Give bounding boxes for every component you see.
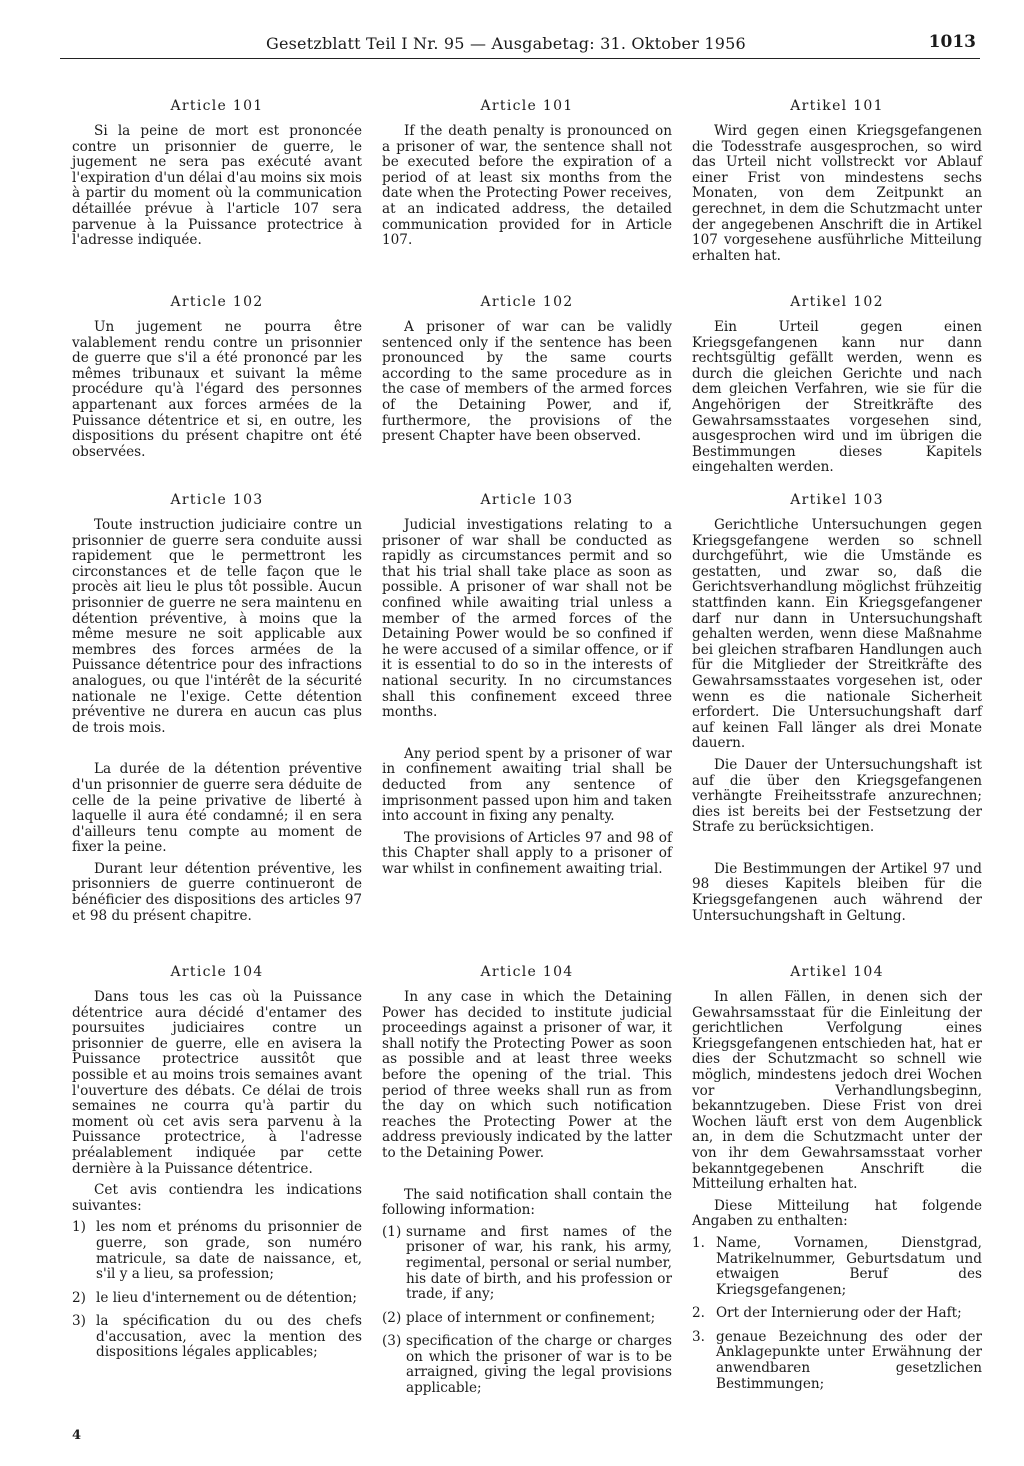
article-heading: Article 101 [170, 98, 264, 114]
article-heading: Article 102 [170, 294, 264, 310]
article-paragraph: Dans tous les cas où la Puissance détentrice aura décidé d'entamer des poursuites judiciaires contre un prisonnier de guerre, elle en avisera la Puissance protectrice aussitôt que possible et au moins trois semaines avant l'ouverture des débats. Ce délai de trois semaines ne courra qu'à partir du moment où cet avis sera parvenu à la Puissance protectrice, à l'adresse préalablement indiquée par cette dernière à la Puissance détentrice. [72, 989, 362, 1177]
article-paragraph: In any case in which the Detaining Power has decided to institute judicial proceedings against a prisoner of war, it shall notify the Protecting Power as soon as possible and at least three weeks before the opening of the trial. This period of three weeks shall run as from the day on which such notification reaches the Protecting Power at the address previously indicated by the latter to the Detaining Power. [382, 989, 672, 1161]
article-paragraph: Any period spent by a prisoner of war in confinement awaiting trial shall be deducted from any sentence of imprisonment passed upon him and taken into account in fixing any penalty. [382, 745, 672, 825]
article-paragraph: Die Bestimmungen der Artikel 97 und 98 dieses Kapitels bleiben für die Kriegsgefangenen auch während der Untersuchungshaft in Geltung. [692, 860, 982, 924]
article-paragraph: La durée de la détention préventive d'un prisonnier de guerre sera déduite de celle de la peine privative de liberté à laquelle il aura été condamné; il en sera d'ailleurs tenu compte au moment de fixer la peine. [72, 761, 362, 856]
article-paragraph: Ein Urteil gegen einen Kriegsgefangenen kann nur dann rechtsgültig gefällt werden, wenn es durch die gleichen Gerichte und nach dem gleichen Verfahren, wie sie für die Angehörigen der Streitkräfte des Gewahrsamsstaates vorgesehen sind, ausgesprochen wird und im übrigen die Bestimmungen dieses Kapitels eingehalten werden. [692, 319, 982, 476]
article-paragraph: The provisions of Articles 97 and 98 of this Chapter shall apply to a prisoner of war whilst in confinement awaiting trial. [382, 829, 672, 877]
article-101-french [72, 98, 362, 255]
article-heading: Artikel 104 [790, 964, 884, 980]
article-103-french [72, 492, 362, 930]
article-104-french [72, 964, 362, 1369]
footer-signature-mark: 4 [72, 1428, 82, 1443]
article-paragraph: Un jugement ne pourra être valablement rendu contre un prisonnier de guerre que s'il a été prononcé par les mêmes tribunaux et suivant la même procédure qu'à l'égard des personnes appartenant aux forces armées de la Puissance détentrice et si, en outre, les dispositions du présent chapitre ont été observées. [72, 319, 362, 460]
article-paragraph: Toute instruction judiciaire contre un prisonnier de guerre sera conduite aussi rapidement que le permettront les circonstances et de telle façon que le procès ait lieu le plus tôt possible. Aucun prisonnier de guerre ne sera maintenu en détention préventive, à moins que la même mesure ne soit applicable aux membres des forces armées de la Puissance détentrice pour des infractions analogues, ou que l'intérêt de la sécurité nationale ne l'exige. Cette détention préventive ne durera en aucun cas plus de trois mois. [72, 517, 362, 736]
article-heading: Artikel 103 [790, 492, 884, 508]
article-heading: Article 103 [480, 492, 574, 508]
article-paragraph: The said notification shall contain the following information: [382, 1186, 672, 1219]
article-paragraph: Si la peine de mort est prononcée contre un prisonnier de guerre, le jugement ne sera pas exécuté avant l'expiration d'un délai d'au moins six mois à partir du moment où la communication détaillée prévue à l'article 107 sera parvenue à la Puissance protectrice à l'adresse indiquée. [72, 123, 362, 249]
article-paragraph: If the death penalty is pronounced on a prisoner of war, the sentence shall not be executed before the expiration of a period of at least six months from the date when the Protecting Power receives, at an indicated address, the detailed communication provided for in Article 107. [382, 123, 672, 249]
article-heading: Article 104 [480, 964, 574, 980]
list-item: (1) surname and first names of the prisoner of war, his rank, his army, regimental, personal or serial number, his date of birth, and his profession or trade, if any; [382, 1223, 672, 1303]
article-102-french [72, 294, 362, 466]
list-item: (3) specification of the charge or charges on which the prisoner of war is to be arraigned, giving the legal provisions applicable; [382, 1333, 672, 1397]
page-header [60, 30, 980, 59]
list-item: 3. genaue Bezeichnung des oder der Anklagepunkte unter Erwähnung der anwendbaren gesetzlichen Bestimmungen; [692, 1328, 982, 1392]
article-paragraph: Judicial investigations relating to a prisoner of war shall be conducted as rapidly as circumstances permit and so that his trial shall take place as soon as possible. A prisoner of war shall not be confined while awaiting trial unless a member of the armed forces of the Detaining Power would be so confined if he were accused of a similar offence, or if it is essential to do so in the interests of national security. In no circumstances shall this confinement exceed three months. [382, 517, 672, 721]
article-paragraph: In allen Fällen, in denen sich der Gewahrsamsstaat für die Einleitung der gerichtlichen Verfolgung eines Kriegsgefangenen entschieden hat, hat er dies der Schutzmacht so schnell wie möglich, mindestens jedoch drei Wochen vor Verhandlungsbeginn, bekanntzugeben. Diese Frist von drei Wochen läuft erst von dem Augenblick an, in dem die Schutzmacht unter der von ihr dem Gewahrsamsstaat vorher bekanntgegebenen Anschrift die Mitteilung erhalten hat. [692, 989, 982, 1193]
article-102-english [382, 294, 672, 451]
article-104-german [692, 964, 982, 1400]
list-item: 1) les nom et prénoms du prisonnier de guerre, son grade, son numéro matricule, sa date de naissance, et, s'il y a lieu, sa profession; [72, 1219, 362, 1283]
article-paragraph: Die Dauer der Untersuchungshaft ist auf die über den Kriegsgefangenen verhängte Freiheitsstrafe anzurechnen; dies ist bereits bei der Festsetzung der Strafe zu berücksichtigen. [692, 756, 982, 836]
article-heading: Artikel 101 [790, 98, 884, 114]
article-paragraph: Durant leur détention préventive, les prisonniers de guerre continueront de bénéficier des dispositions des articles 97 et 98 du présent chapitre. [72, 860, 362, 924]
page-number: 1013 [928, 32, 976, 52]
article-paragraph: Cet avis contiendra les indications suivantes: [72, 1182, 362, 1214]
article-104-english [382, 964, 672, 1405]
list-item: 1. Name, Vornamen, Dienstgrad, Matrikelnummer, Geburtsdatum und etwaigen Beruf des Kriegsgefangenen; [692, 1234, 982, 1298]
article-heading: Artikel 102 [790, 294, 884, 310]
article-paragraph: Wird gegen einen Kriegsgefangenen die Todesstrafe ausgesprochen, so wird das Urteil nicht vollstreckt vor Ablauf einer Frist von mindestens sechs Monaten, von dem Zeitpunkt an gerechnet, in dem die Schutzmacht unter der angegebenen Anschrift die in Artikel 107 vorgesehene ausführliche Mitteilung erhalten hat. [692, 123, 982, 264]
article-heading: Article 104 [170, 964, 264, 980]
article-101-german [692, 98, 982, 270]
article-heading: Article 102 [480, 294, 574, 310]
article-heading: Article 101 [480, 98, 574, 114]
article-paragraph: Gerichtliche Untersuchungen gegen Kriegsgefangene werden so schnell durchgeführt, wie die Umstände es gestatten, und zwar so, daß die Gerichtsverhandlung möglichst frühzeitig stattfinden kann. Ein Kriegsgefangener darf nur dann in Untersuchungshaft gehalten werden, wenn diese Maßnahme bei gleichen strafbaren Handlungen auch für die Mitglieder der Streitkräfte des Gewahrsamsstaates vorgesehen ist, oder wenn es die nationale Sicherheit erfordert. Die Untersuchungshaft darf auf keinen Fall länger als drei Monate dauern. [692, 517, 982, 752]
article-102-german [692, 294, 982, 482]
article-heading: Article 103 [170, 492, 264, 508]
list-item: (2) place of internment or confinement; [382, 1309, 656, 1326]
article-paragraph: Diese Mitteilung hat folgende Angaben zu enthalten: [692, 1197, 982, 1230]
article-103-german [692, 492, 982, 930]
list-item: 2. Ort der Internierung oder der Haft; [692, 1305, 962, 1322]
article-101-english [382, 98, 672, 255]
page-header-title: Gesetzblatt Teil I Nr. 95 — Ausgabetag: 31. Oktober 1956 [266, 34, 746, 53]
list-item: 3) la spécification du ou des chefs d'accusation, avec la mention des dispositions légales applicables; [72, 1313, 362, 1361]
article-103-english [382, 492, 672, 883]
article-paragraph: A prisoner of war can be validly sentenced only if the sentence has been pronounced by the same courts according to the same procedure as in the case of members of the armed forces of the Detaining Power, and if, furthermore, the provisions of the present Chapter have been observed. [382, 319, 672, 445]
list-item: 2) le lieu d'internement ou de détention; [72, 1289, 358, 1306]
